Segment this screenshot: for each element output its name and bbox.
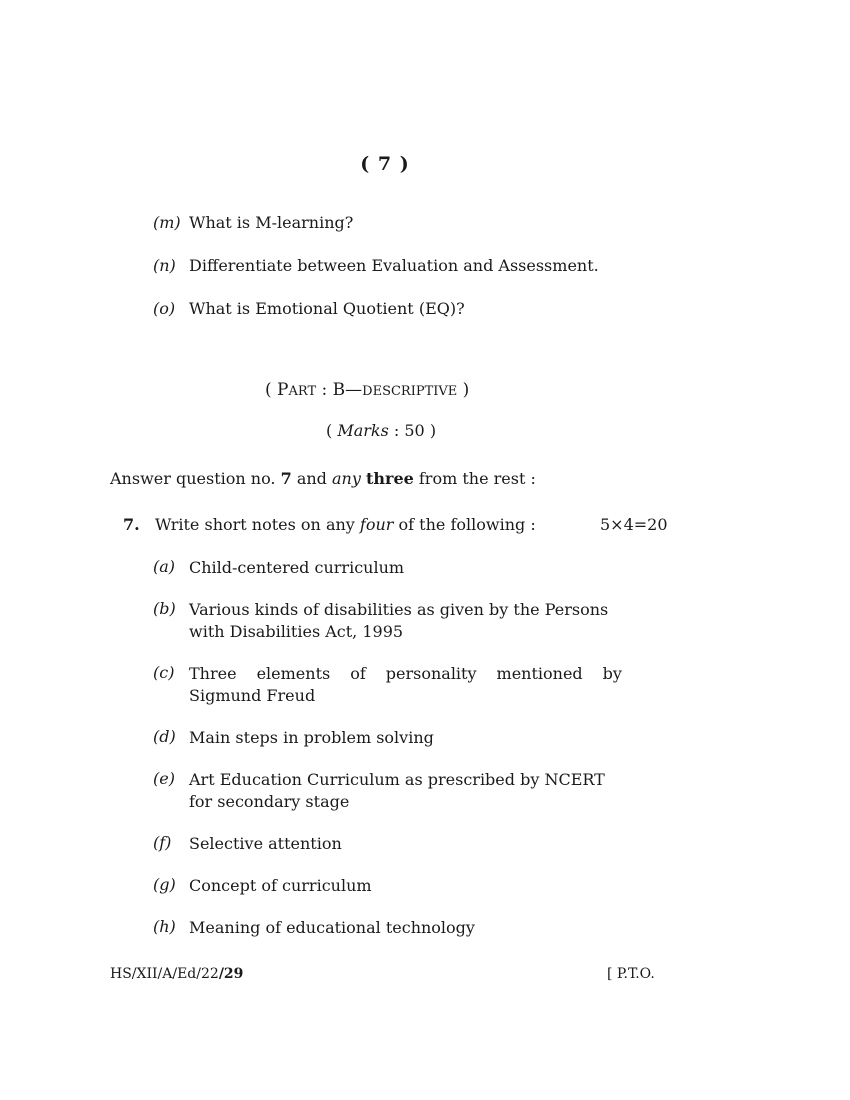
marks-label: Marks <box>337 421 389 440</box>
word: by <box>602 664 622 683</box>
item-a <box>153 557 404 579</box>
instruction <box>110 469 536 488</box>
instr-text-1: Answer question no. <box>110 469 281 488</box>
question-label: (m) <box>153 213 181 232</box>
question-n <box>153 256 599 275</box>
question-label: (n) <box>153 256 176 275</box>
question-7 <box>123 515 536 534</box>
marks-note <box>326 421 436 440</box>
item-line: Meaning of educational technology <box>189 918 475 937</box>
word: elements <box>256 664 331 683</box>
item-line: Child-centered curriculum <box>189 558 405 577</box>
word: Three <box>189 664 237 683</box>
item-label: (h) <box>153 917 176 936</box>
item-line: Art Education Curriculum as prescribed by NCERT <box>189 770 605 789</box>
word: of <box>350 664 366 683</box>
pto-note: [ P.T.O. <box>607 966 655 982</box>
question-o <box>153 299 465 318</box>
q7-text-1: Write short notes on any <box>155 515 360 534</box>
question-text: What is Emotional Quotient (EQ)? <box>189 299 465 318</box>
instr-three: three <box>365 469 414 488</box>
item-label: (g) <box>153 875 176 894</box>
paper-code-page: /29 <box>218 966 244 982</box>
item-f <box>153 833 342 855</box>
paper-code <box>110 966 243 982</box>
part-close: ) <box>457 380 470 400</box>
item-line: Main steps in problem solving <box>189 728 434 747</box>
item-line: Concept of curriculum <box>189 876 372 895</box>
item-label: (e) <box>153 769 175 788</box>
item-label: (d) <box>153 727 176 746</box>
instr-text-4: from the rest : <box>413 469 536 488</box>
item-label: (a) <box>153 557 176 576</box>
item-b <box>153 599 608 643</box>
item-label: (f) <box>153 833 172 852</box>
item-label: (c) <box>153 663 175 682</box>
part-open: ( <box>265 380 278 400</box>
item-c <box>153 663 622 707</box>
instr-text-2: and <box>291 469 332 488</box>
q7-text-2: of the following : <box>393 515 536 534</box>
paper-code-text: HS/XII/A/Ed/22 <box>110 966 219 982</box>
item-label: (b) <box>153 599 176 618</box>
question-text: Differentiate between Evaluation and Assessment. <box>189 256 599 275</box>
item-d <box>153 727 434 749</box>
part-b: : B— <box>316 380 363 400</box>
item-g <box>153 875 372 897</box>
instr-any: any <box>332 469 361 488</box>
q7-marks: 5×4=20 <box>600 515 668 534</box>
question-number: 7. <box>123 515 140 534</box>
part-descriptive: DESCRIPTIVE <box>362 384 458 399</box>
part-p: P <box>277 380 289 400</box>
item-line: with Disabilities Act, 1995 <box>189 622 404 641</box>
question-m <box>153 213 353 232</box>
item-line: Selective attention <box>189 834 342 853</box>
word: personality <box>385 664 477 683</box>
marks-value: : 50 ) <box>388 421 437 440</box>
question-label: (o) <box>153 299 176 318</box>
q7-four: four <box>359 515 394 534</box>
part-heading <box>265 380 469 400</box>
marks-open: ( <box>326 421 338 440</box>
part-rest: ART <box>288 384 317 399</box>
word: mentioned <box>496 664 583 683</box>
item-line: Sigmund Freud <box>189 686 316 705</box>
item-h <box>153 917 475 939</box>
question-text: What is M-learning? <box>189 213 354 232</box>
item-e <box>153 769 605 813</box>
item-line: for secondary stage <box>189 792 350 811</box>
item-line-justified <box>189 663 622 685</box>
page-number: ( 7 ) <box>360 153 410 175</box>
instr-qno: 7 <box>280 469 292 488</box>
item-line: Various kinds of disabilities as given by the Persons <box>189 600 609 619</box>
